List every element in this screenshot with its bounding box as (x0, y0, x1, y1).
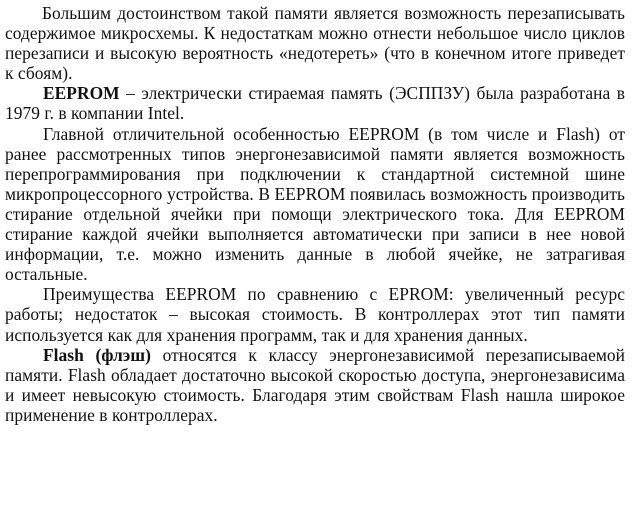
paragraph-flash-memory-pros-cons (5, 3, 625, 83)
paragraph-text: Преимущества EEPROM по сравнению с EPROM: увеличенный ресурс работы; недостаток – высокая стоимость. В контроллерах этот тип памяти используется как для хранения программ, так и для хранения данных. (5, 284, 625, 345)
term-eeprom: EEPROM (43, 83, 120, 104)
paragraph-text: относятся к классу энергонезависимой перезаписываемой памяти. Flash обладает достаточно высокой скоростью доступа, энергонезависима и имеет невысокую стоимость. Благодаря этим свойствам Flash нашла широкое применение в контроллерах. (5, 344, 625, 425)
paragraph-text: – электрически стираемая память (ЭСППЗУ) была разработана в 1979 г. в компании Intel. (5, 83, 625, 124)
term-flash: Flash (флэш) (43, 344, 151, 365)
paragraph-eeprom-definition (5, 83, 625, 123)
paragraph-flash-definition (5, 345, 625, 425)
paragraph-eeprom-advantages (5, 284, 625, 344)
paragraph-text: Главной отличительной особенностью EEPROM (в том числе и Flash) от ранее рассмотренных типов энергонезависимой памяти является возможность перепрограммирования при подключении к стандартной системной шине микропроцессорного устройства. В EEPROM появилась возможность производить стирание отдельной ячейки при помощи электрического тока. Для EEPROM стирание каждой ячейки выполняется автоматически при записи в нее новой информации, т.е. можно изменить данные в любой ячейке, не затрагивая остальные. (5, 123, 625, 285)
paragraph-eeprom-feature (5, 124, 625, 285)
paragraph-text: Большим достоинством такой памяти является возможность перезаписывать содержимое микросхемы. К недостаткам можно отнести небольшое число циклов перезаписи и высокую вероятность «недотереть» (что в конечном итоге приведет к сбоям). (5, 3, 625, 84)
